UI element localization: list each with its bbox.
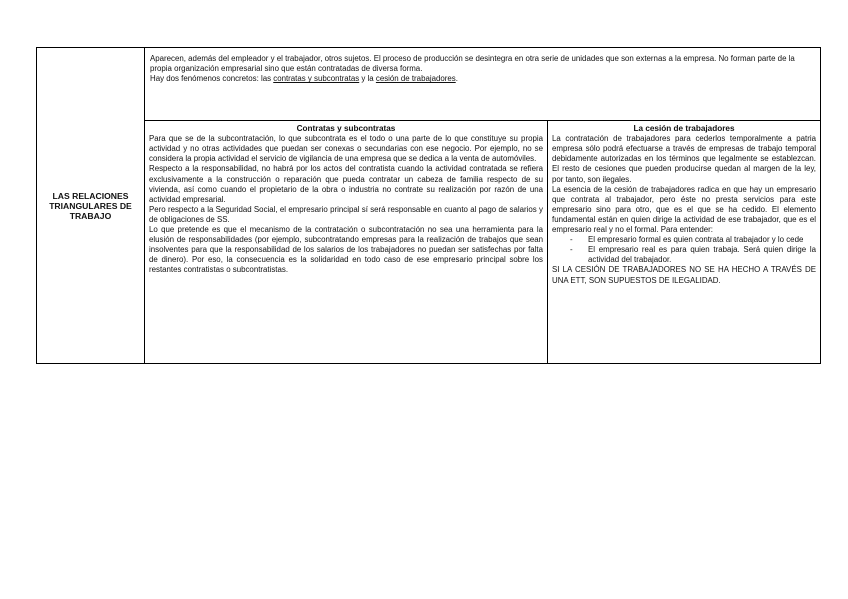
row-header-cell	[37, 48, 145, 363]
list-dash: -	[570, 245, 573, 255]
intro-paragraph: Aparecen, además del empleador y el trabajador, otros sujetos. El proceso de producción se desintegra en otra serie de unidades que son externas a la empresa. No forman parte de la propia organización empresarial sino que están contratadas de diversa forma.	[150, 54, 795, 74]
cesion-paragraph: La esencia de la cesión de trabajadores radica en que hay un empresario que contrata al trabajador, pero éste no presta servicios para este empresario sino para otro, que es el que se ha cedido. El elemento fundamental están en quien dirige la actividad de ese trabajador, que es el empresario real y no el formal. Para entender:	[552, 184, 816, 235]
contratas-heading: Contratas y subcontratas	[296, 124, 396, 133]
cesion-column	[548, 121, 820, 363]
intro-cell	[145, 48, 820, 121]
cesion-link[interactable]: cesión de trabajadores	[375, 74, 456, 84]
cesion-paragraph: La contratación de trabajadores para cederlos temporalmente a patria empresa sólo podrá efectuarse a través de empresas de trabajo temporal debidamente autorizadas en los términos que legalmente se establezcan. El resto de cesiones que pueden producirse quedan al margen de la ley, por tanto, son ilegales.	[552, 134, 816, 184]
intro-phenomena-line	[150, 74, 815, 84]
list-dash: -	[570, 235, 573, 245]
contratas-column	[145, 121, 548, 363]
list-item	[570, 235, 816, 245]
intro-text-mid: y la	[359, 74, 376, 84]
list-item-text: El empresario real es para quien trabaja. Será quien dirige la actividad del trabajador.	[588, 245, 816, 265]
contratas-paragraph: Para que se de la subcontratación, lo que subcontrata es el todo o una parte de lo que constituye su propia actividad y no otras actividades que puedan ser conexas o secundarias con ese negocio. Por ejemplo, no se considera la propia actividad el servicio de vigilancia de una empresa que se dedica a la venta de automóviles.	[149, 134, 543, 164]
contratas-link[interactable]: contratas y subcontratas	[273, 74, 360, 84]
cesion-list	[552, 235, 816, 265]
intro-text-prefix: Hay dos fenómenos concretos: las	[150, 74, 274, 84]
cesion-conclusion: SI LA CESIÓN DE TRABAJADORES NO SE HA HECHO A TRAVÉS DE UNA ETT, SON SUPUESTOS DE ILEGALIDAD.	[552, 265, 816, 285]
intro-text-suffix: .	[455, 74, 458, 84]
content-table	[36, 47, 821, 364]
list-item-text: El empresario formal es quien contrata al trabajador y lo cede	[588, 235, 804, 245]
row-header-title: LAS RELACIONES TRIANGULARES DE TRABAJO	[49, 190, 132, 221]
contratas-paragraph: Lo que pretende es que el mecanismo de la contratación o subcontratación no sea una herramienta para la elusión de responsabilidades (por ejemplo, subcontratando empresas para la realización de trabajos que sean insolventes para que la responsabilidad de los salarios de los trabajadores no puedan ser satisfechas por falta de dinero). Por eso, la consecuencia es la solidaridad en todo caso de ese empresario principal sobre los restantes contratistas o subcontratistas.	[149, 225, 543, 275]
contratas-paragraph: Respecto a la responsabilidad, no habrá por los actos del contratista cuando la actividad contratada se refiera exclusivamente a la construcción o reparación que pueda contratar un cabeza de familia respecto de su vivienda, así como cuando el propietario de la obra o industria no contrate su realización por razón de una actividad empresarial.	[149, 164, 543, 204]
cesion-heading: La cesión de trabajadores	[633, 124, 735, 133]
list-item	[570, 245, 816, 265]
contratas-paragraph: Pero respecto a la Seguridad Social, el empresario principal sí será responsable en cuanto al pago de salarios y de obligaciones de SS.	[149, 204, 543, 224]
